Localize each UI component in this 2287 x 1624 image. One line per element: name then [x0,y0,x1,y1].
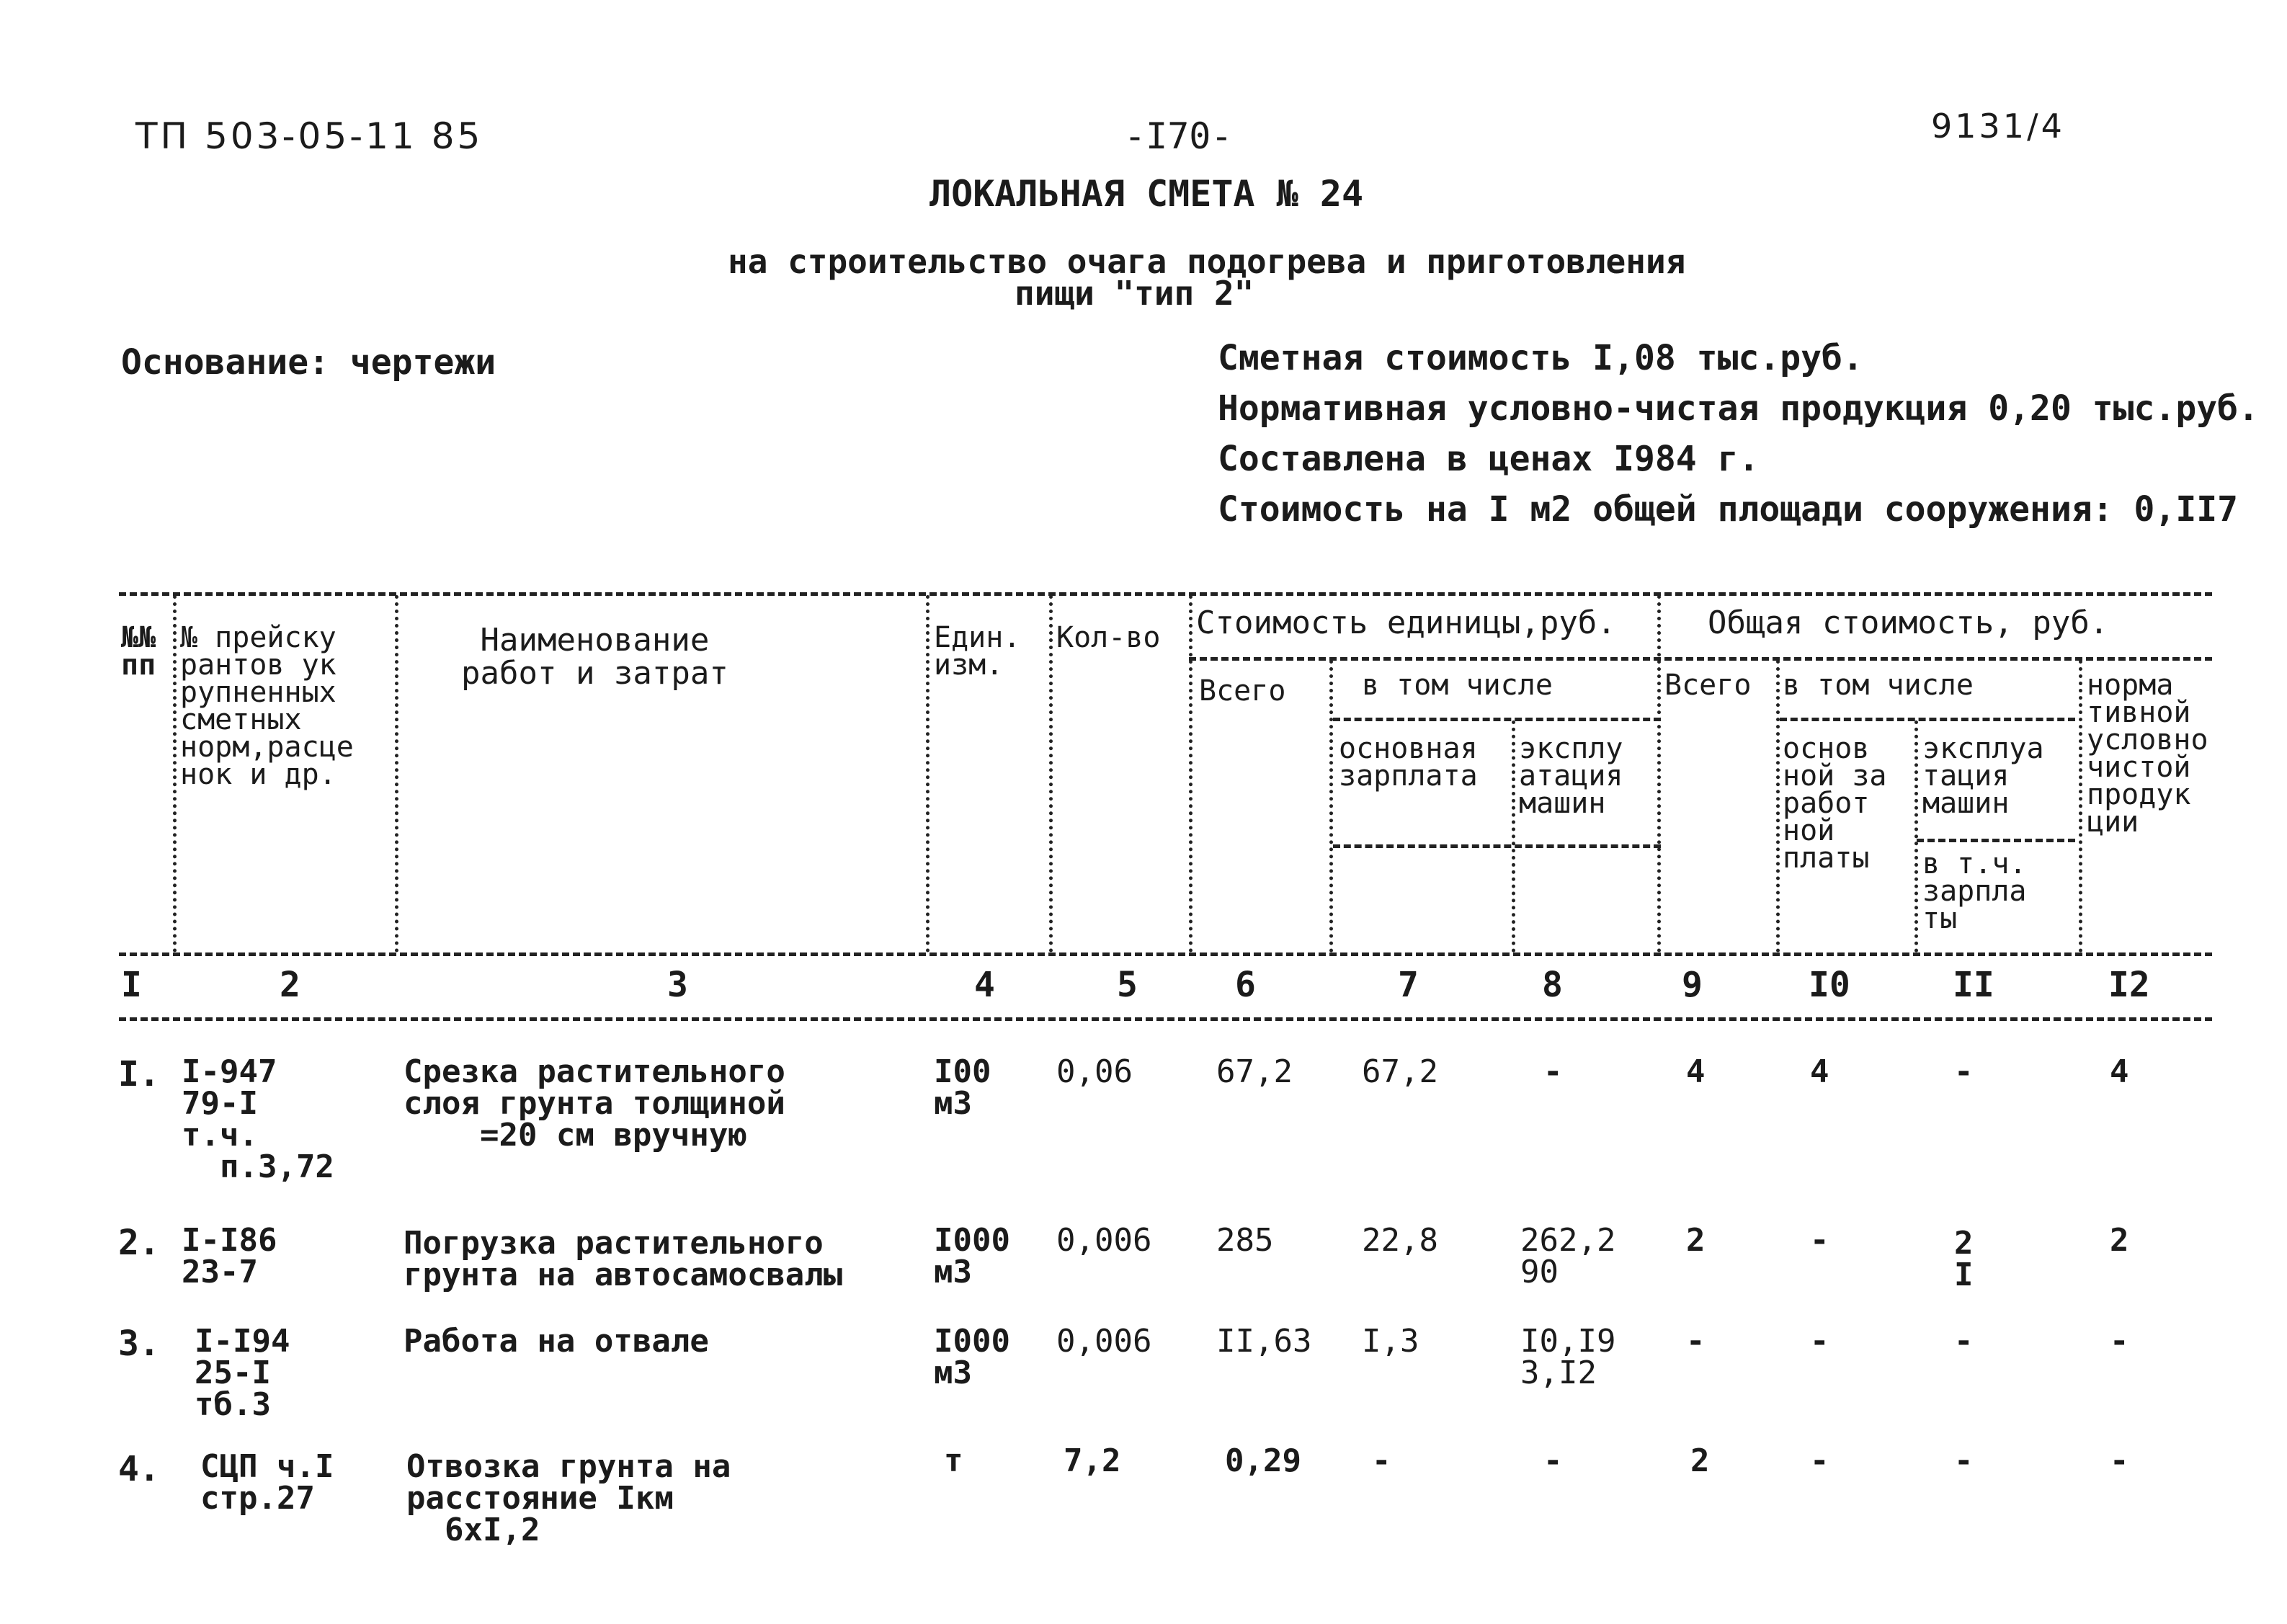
row1-unit-total: 67,2 [1216,1053,1293,1090]
row1-total-machine: - [1954,1053,1974,1090]
row2-qty: 0,006 [1056,1222,1152,1259]
row2-unit-salary: 22,8 [1362,1222,1438,1259]
row2-num: 2. [118,1223,160,1263]
project-code: ТП 503-05-11 85 [135,115,483,157]
row1-unit: I00 м3 [934,1053,991,1122]
header-col7: основная зарплата [1339,732,1478,793]
row2-name: Погрузка растительного грунта на автосамосвалы [404,1225,843,1293]
row4-total-salary: - [1810,1442,1829,1479]
colnum-4: 4 [974,965,995,1005]
header-bottom-rule [119,952,2212,956]
table-top-rule [119,592,2212,596]
unit-cost-group-rule [1189,657,2212,661]
header-col6: Всего [1199,674,1286,708]
row2-code: I-I86 23-7 [182,1222,277,1290]
row3-unit: I000 м3 [934,1323,1010,1391]
col-divider-7 [1512,720,1515,952]
row3-num: 3. [118,1324,160,1364]
row3-unit-machine: I0,I9 3,I2 [1520,1323,1616,1391]
unit-sub-rule [1333,844,1661,848]
row3-qty: 0,006 [1056,1323,1152,1360]
row4-total-machine: - [1954,1442,1974,1479]
row4-unit-total: 0,29 [1225,1442,1301,1479]
row1-qty: 0,06 [1056,1053,1133,1090]
row2-total: 2 [1686,1222,1706,1259]
header-total-cost-group: Общая стоимость, руб. [1708,604,2109,641]
colnum-1: I [121,965,142,1005]
colnum-8: 8 [1542,965,1563,1005]
row1-num: I. [118,1054,160,1094]
total-incl-rule [1780,718,2075,721]
colnum-11: II [1953,965,1994,1005]
header-col1: №№ пп [121,621,156,682]
cost-per-m2: Стоимость на I м2 общей площади сооружения: 0,II7 [1218,489,2239,530]
col-divider-4 [1049,595,1053,952]
col-divider-10 [1914,720,1918,952]
row3-total-salary: - [1810,1323,1829,1360]
row4-normative: - [2110,1442,2129,1479]
document-subtitle-line2: пищи "тип 2" [1015,274,1254,313]
row4-name: Отвозка грунта на расстояние Iкм 6хI,2 [406,1448,731,1548]
page-number: -I70- [1124,115,1233,157]
header-col5: Кол-во [1056,621,1161,654]
col-divider-9 [1776,660,1780,952]
row1-total: 4 [1686,1053,1706,1090]
colnum-9: 9 [1682,965,1703,1005]
header-col9: Всего [1664,669,1752,702]
colnum-7: 7 [1398,965,1419,1005]
col-divider-6 [1329,660,1333,952]
row4-qty: 7,2 [1064,1442,1121,1479]
colnum-5: 5 [1117,965,1138,1005]
basis-label: Основание: чертежи [121,342,496,383]
row3-total-machine: - [1954,1323,1974,1360]
row2-unit: I000 м3 [934,1222,1010,1290]
estimated-cost: Сметная стоимость I,08 тыс.руб. [1218,338,1863,378]
colnum-12: I2 [2108,965,2150,1005]
header-unit-cost-group: Стоимость единицы,руб. [1196,604,1616,641]
sheet-code: 9131/4 [1931,107,2065,146]
machine-sub-rule [1917,839,2075,842]
header-unit-incl: в том числе [1362,669,1553,702]
header-col8: эксплу атация машин [1519,732,1623,820]
col-divider-5 [1189,595,1192,952]
row4-unit: т [944,1442,963,1479]
colnum-6: 6 [1235,965,1256,1005]
row3-unit-total: II,63 [1216,1323,1312,1360]
row3-unit-salary: I,3 [1362,1323,1419,1360]
row1-total-salary: 4 [1810,1053,1829,1090]
row3-code: I-I94 25-I тб.3 [195,1323,290,1423]
col-divider-3 [926,595,929,952]
colnum-3: 3 [667,965,688,1005]
price-base-year: Составлена в ценах I984 г. [1218,439,1760,479]
row2-unit-machine: 262,2 90 [1520,1222,1616,1290]
row4-unit-machine: - [1543,1442,1563,1479]
row1-unit-salary: 67,2 [1362,1053,1438,1090]
row1-unit-machine: - [1543,1053,1563,1090]
header-col2: № прейску рантов ук рупненных сметных норм,расце нок и др. [180,621,354,791]
row3-normative: - [2110,1323,2129,1360]
row4-num: 4. [118,1449,160,1489]
header-col11-top: эксплуа тация машин [1922,732,2044,820]
document-title: ЛОКАЛЬНАЯ СМЕТА № 24 [929,173,1364,215]
row1-name: Срезка растительного слоя грунта толщиной =20 см вручную [404,1053,785,1154]
col-divider-8 [1657,595,1661,952]
colnum-10: I0 [1809,965,1850,1005]
row4-total: 2 [1690,1442,1710,1479]
column-number-rule [119,1017,2212,1021]
header-col3: Наименование работ и затрат [461,622,728,692]
row4-code: СЦП ч.I стр.27 [200,1448,334,1517]
header-col11-sub: в т.ч. зарпла ты [1922,847,2027,935]
col-divider-1 [173,595,177,952]
col-divider-2 [395,595,398,952]
row4-unit-salary: - [1372,1442,1391,1479]
header-total-incl: в том числе [1783,669,1974,702]
row2-total-machine: 2 I [1954,1225,1974,1293]
row1-normative: 4 [2110,1053,2129,1090]
row2-normative: 2 [2110,1222,2129,1259]
header-col12: норма тивной условно чистой продук ции [2087,669,2208,839]
row2-total-salary: - [1810,1222,1829,1259]
header-col4: Един. изм. [934,621,1021,682]
normative-production: Нормативная условно-чистая продукция 0,20 тыс.руб. [1218,388,2259,429]
row2-unit-total: 285 [1216,1222,1274,1259]
colnum-2: 2 [280,965,300,1005]
col-divider-11 [2079,660,2082,952]
row1-code: I-947 79-I т.ч. п.3,72 [182,1053,334,1185]
document-subtitle-line1: на строительство очага подогрева и приготовления [728,242,1686,281]
row3-total: - [1686,1323,1706,1360]
header-col10: основ ной за работ ной платы [1783,732,1887,875]
row3-name: Работа на отвале [404,1323,709,1360]
unit-incl-rule [1333,718,1661,721]
